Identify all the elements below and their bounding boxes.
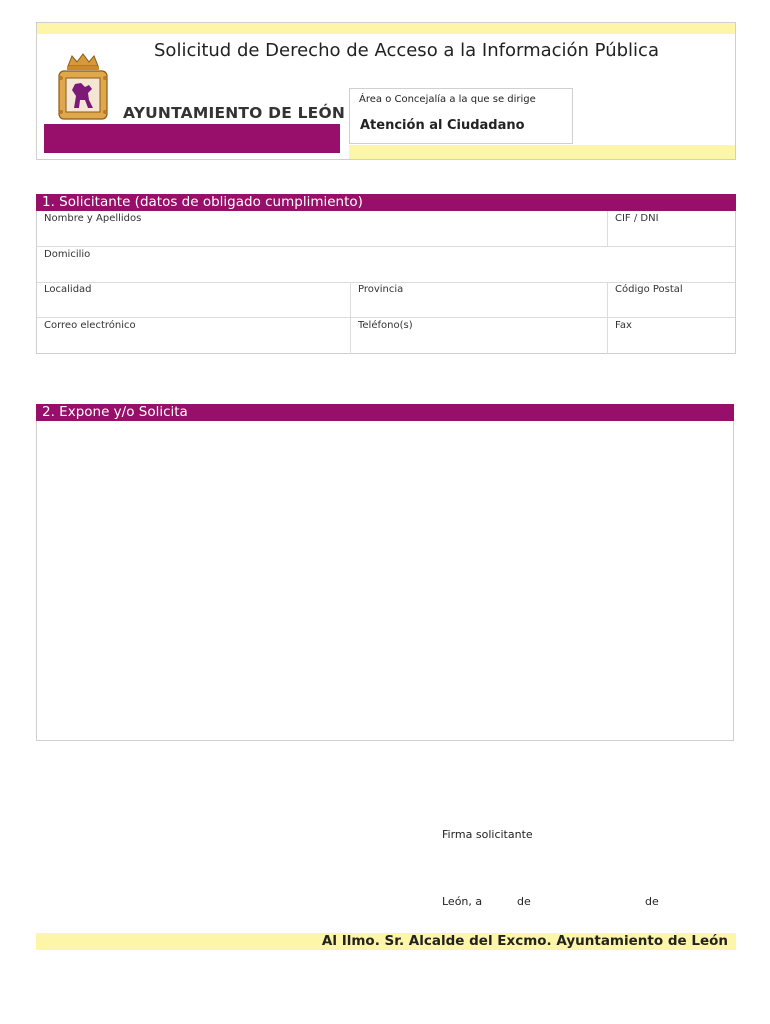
expone-textarea[interactable] [36, 421, 734, 741]
organization-name: AYUNTAMIENTO DE LEÓN [123, 104, 346, 122]
correo-label: Correo electrónico [44, 320, 136, 331]
place-label: León, a [442, 895, 483, 908]
date-de-1: de [517, 895, 531, 908]
domicilio-label: Domicilio [44, 249, 91, 260]
brand-purple-bar [44, 124, 340, 153]
applicant-grid [36, 211, 736, 354]
section1-header: 1. Solicitante (datos de obligado cumplimiento) [36, 194, 736, 211]
addressee-footer: Al Ilmo. Sr. Alcalde del Excmo. Ayuntamiento de León [36, 933, 736, 950]
section2-header: 2. Expone y/o Solicita [36, 404, 734, 421]
page-title: Solicitud de Derecho de Acceso a la Información Pública [154, 40, 659, 61]
codigo-postal-label: Código Postal [615, 284, 683, 295]
telefono-label: Teléfono(s) [358, 320, 413, 331]
coat-of-arms-icon [56, 52, 110, 122]
cif-label: CIF / DNI [615, 213, 659, 224]
fax-label: Fax [615, 320, 632, 331]
provincia-label: Provincia [358, 284, 404, 295]
nombre-label: Nombre y Apellidos [44, 213, 142, 224]
area-label: Área o Concejalía a la que se dirige [359, 94, 536, 105]
signature-label: Firma solicitante [442, 828, 533, 841]
header-bottom-strip [349, 145, 735, 159]
localidad-label: Localidad [44, 284, 92, 295]
coat-of-arms-logo [56, 52, 110, 122]
area-value[interactable]: Atención al Ciudadano [360, 118, 525, 133]
date-de-2: de [645, 895, 659, 908]
